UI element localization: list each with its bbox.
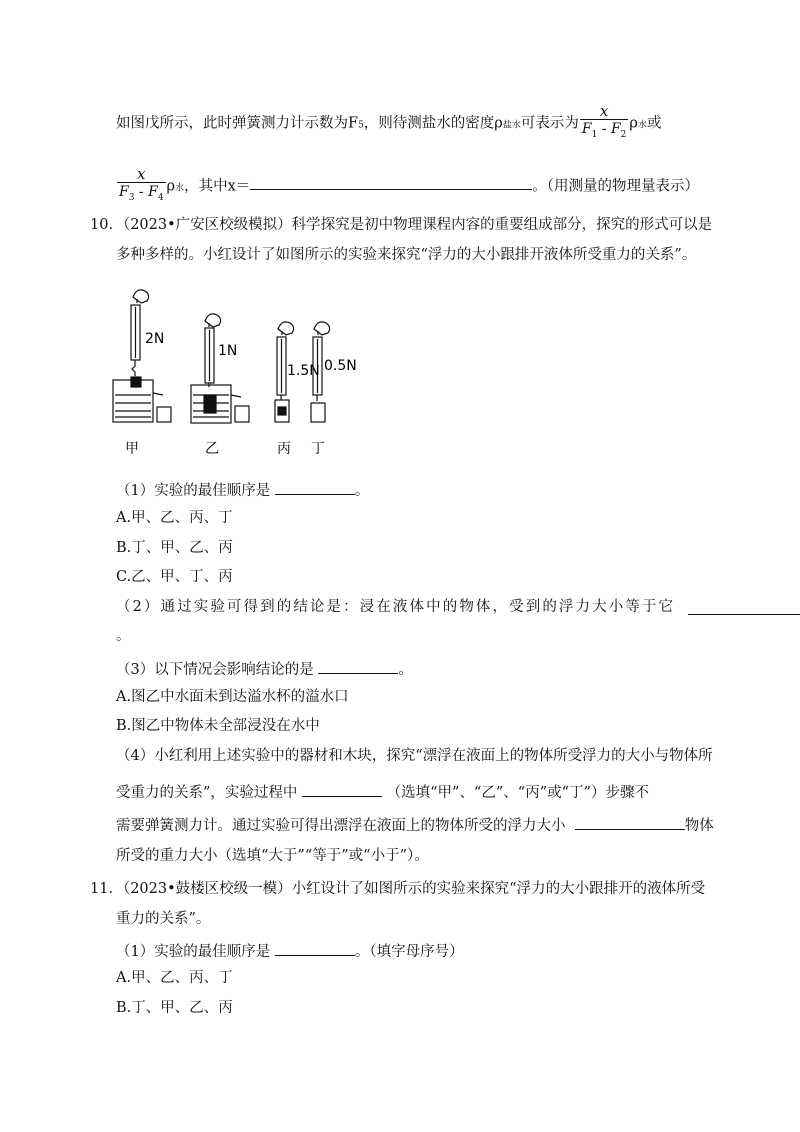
figure-label-bing: 丙 — [277, 441, 291, 457]
q10-part4-line-3: 需要弹簧测力计。通过实验可得出漂浮在液面上的物体所受的浮力大小 物体 — [116, 813, 714, 836]
answer-blank-q10-4a[interactable] — [302, 780, 382, 797]
intro-line-1: 如图戊所示，此时弹簧测力计示数为F5，则待测盐水的密度ρ盐水可表示为 $\frac{x}{F_1 - F_2}$ ρ水或 — [116, 103, 661, 144]
q10-part2: （2）通过实验可得到的结论是：浸在液体中的物体，受到的浮力大小等于它 — [116, 599, 676, 615]
q10-part4-line-4: 所受的重力大小（选填“大于”“等于”或“小于”）。 — [116, 848, 429, 864]
q11-p1-option-b[interactable]: B.丁、甲、乙、丙 — [116, 1000, 233, 1016]
force-label-jia: 2N — [145, 331, 165, 347]
setup-jia — [113, 290, 171, 422]
q10-stem-line-2: 多种多样的。小红设计了如图所示的实验来探究“浮力的大小跟排开液体所受重力的关系”。 — [116, 247, 697, 263]
figure-label-jia: 甲 — [125, 441, 139, 457]
q11-stem-line-2: 重力的关系”。 — [116, 911, 211, 927]
force-label-yi: 1N — [218, 343, 238, 359]
q10-part3: （3）以下情况会影响结论的是 。 — [116, 657, 413, 680]
q10-part1: （1）实验的最佳顺序是 。 — [116, 478, 369, 501]
answer-blank-q10-3[interactable] — [318, 657, 398, 674]
figure-label-ding: 丁 — [311, 441, 325, 457]
force-label-bing: 1.5N — [287, 363, 320, 379]
q10-p1-option-b[interactable]: B.丁、甲、乙、丙 — [116, 540, 233, 556]
q10-part4-line-2: 受重力的关系”，实验过程中 （选填“甲”、“乙”、“丙”或“丁”）步骤不 — [116, 780, 649, 803]
q10-part4-line-1: （4）小红利用上述实验中的器材和木块，探究“漂浮在液面上的物体所受浮力的大小与物体所 — [116, 748, 713, 764]
q11-p1-option-a[interactable]: A.甲、乙、丙、丁 — [116, 970, 233, 986]
q11-part1: （1）实验的最佳顺序是 。（填字母序号） — [116, 939, 464, 962]
answer-blank-q10-2[interactable] — [688, 598, 800, 615]
intro-line-2: $\frac{x}{F_3 - F_4}$ ρ水，其中x＝ 。（用测量的物理量表示） — [116, 166, 699, 207]
density-fraction-1: $\frac{x}{F_1 - F_2}$ — [580, 103, 629, 144]
figure-label-yi: 乙 — [205, 441, 219, 457]
q10-experiment-figure — [105, 285, 375, 460]
q10-p1-option-a[interactable]: A.甲、乙、丙、丁 — [116, 510, 233, 526]
force-label-ding: 0.5N — [324, 358, 357, 374]
q10-stem-line-1: 10．（2023•广安区校级模拟）科学探究是初中物理课程内容的重要组成部分，探究的形式可以是 — [90, 217, 713, 233]
q10-p3-option-a[interactable]: A.图乙中水面未到达溢水杯的溢水口 — [116, 689, 349, 705]
q10-p3-option-b[interactable]: B.图乙中物体未全部浸没在水中 — [116, 718, 320, 734]
density-fraction-2: $\frac{x}{F_3 - F_4}$ — [117, 166, 166, 207]
answer-blank-x[interactable] — [250, 173, 532, 190]
setup-yi — [191, 314, 249, 423]
q11-stem-line-1: 11．（2023•鼓楼区校级一模）小红设计了如图所示的实验来探究“浮力的大小跟排开的液体所受 — [90, 881, 706, 897]
answer-blank-q10-1[interactable] — [275, 478, 355, 495]
q10-p1-option-c[interactable]: C.乙、甲、丁、丙 — [116, 569, 233, 585]
answer-blank-q10-4b[interactable] — [575, 813, 685, 830]
q10-part2-end: 。 — [116, 628, 131, 644]
answer-blank-q11-1[interactable] — [275, 939, 355, 956]
